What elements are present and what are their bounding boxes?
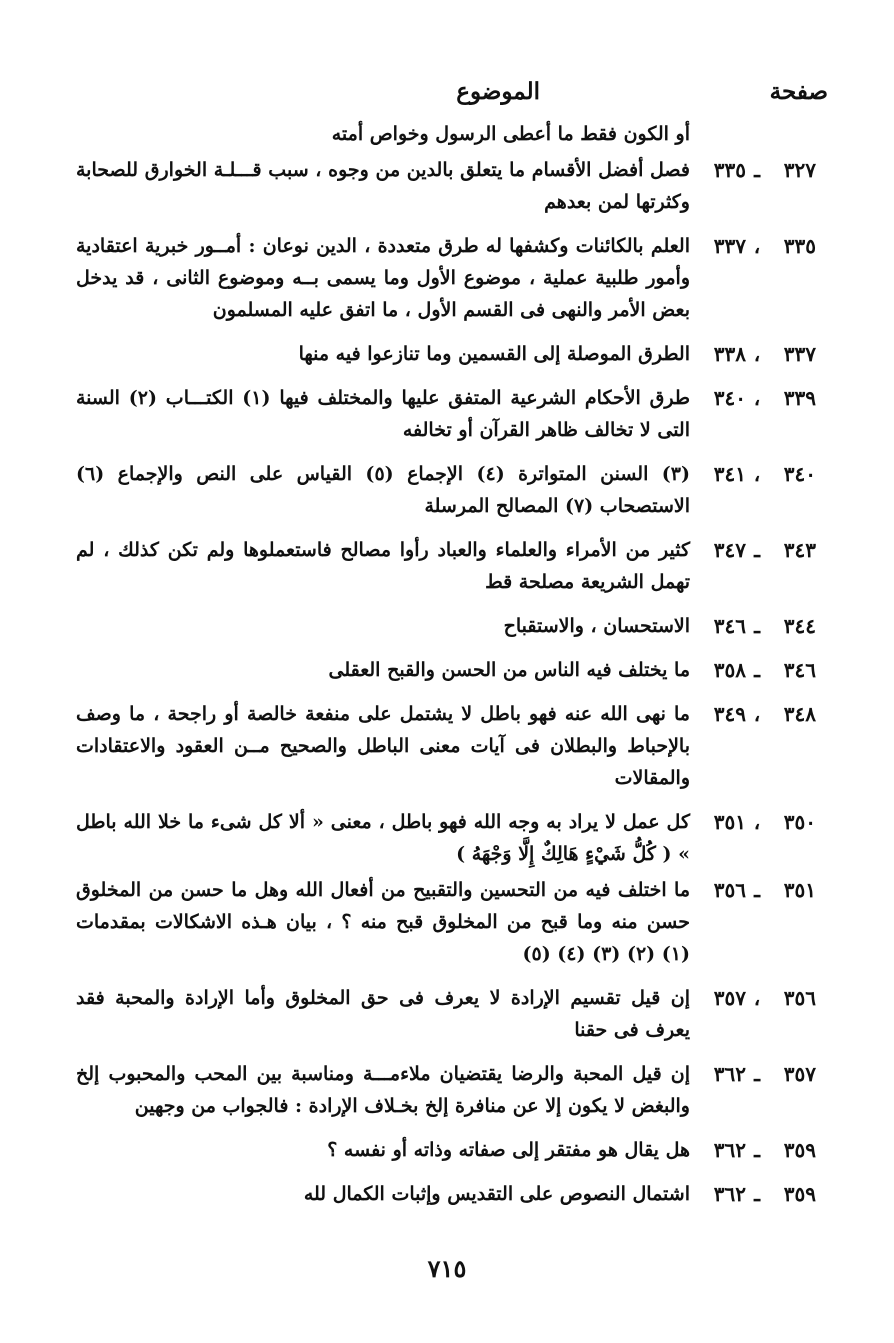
- entry-page-to: ٣٦٢: [713, 1062, 746, 1086]
- entry-page-to: ٣٤٠: [713, 386, 746, 410]
- index-entry: [76, 1178, 816, 1210]
- entry-topic: إن قيل تقسيم الإرادة لا يعرف فى حق المخلوق وأما الإرادة والمحبة فقد يعرف فى حقنا: [76, 987, 690, 1041]
- entry-page-separator: ،: [753, 386, 761, 410]
- entry-page-separator: ـ: [754, 1062, 760, 1086]
- entry-page-to: ٣٤١: [713, 462, 746, 486]
- entry-page-from: ٣٤٣: [783, 538, 816, 562]
- entry-page-to: ٣٤٩: [713, 702, 746, 726]
- entry-page-range: [690, 230, 816, 262]
- entry-page-separator: ،: [753, 462, 761, 486]
- entry-page-to: ٣٣٧: [713, 234, 746, 258]
- entry-page-separator: ـ: [754, 614, 760, 638]
- index-entries: [76, 118, 816, 1222]
- entry-page-separator: ـ: [754, 158, 760, 182]
- entry-topic: العلم بالكائنات وكشفها له طرق متعددة ، الدين نوعان : أمــور خبرية اعتقادية وأمور طلبية عملية ، موضوع الأول وما يسمى بــه وموضوع الثانى ، قد يدخل بعض الأمر والنهى فى القسم الأول ، ما اتفق عليه المسلمون: [76, 235, 690, 321]
- entry-page-range: [690, 534, 816, 566]
- entry-topic: كل عمل لا يراد به وجه الله فهو باطل ، معنى « ألا كل شىء ما خلا الله باطل » ( كُلُّ شَيْءٍ هَالِكٌ إِلَّا وَجْهَهُ ): [76, 811, 690, 865]
- entry-page-to: ٣٦٢: [713, 1182, 746, 1206]
- page-column-heading: صفحة: [769, 78, 828, 105]
- entry-page-separator: ـ: [754, 658, 760, 682]
- entry-topic: فصل أفضل الأقسام ما يتعلق بالدين من وجوه ، سبب قـــلـة الخوارق للصحابة وكثرتها لمن بعدهم: [76, 159, 690, 213]
- entry-page-to: ٣٣٥: [713, 158, 746, 182]
- entry-page-to: ٣٥٦: [713, 878, 746, 902]
- entry-page-separator: ـ: [754, 538, 760, 562]
- continuation-entry: [76, 118, 816, 150]
- index-entry: [76, 534, 816, 598]
- entry-topic: اشتمال النصوص على التقديس وإثبات الكمال لله: [303, 1183, 690, 1205]
- index-entry: [76, 230, 816, 326]
- index-entry: [76, 654, 816, 686]
- entry-page-from: ٣٢٧: [783, 158, 816, 182]
- entry-page-range: [690, 654, 816, 686]
- entry-page-range: [690, 806, 816, 838]
- entry-page-to: ٣٣٨: [713, 342, 746, 366]
- entry-page-to: ٣٥٨: [713, 658, 746, 682]
- entry-topic: إن قيل المحبة والرضا يقتضيان ملاءمـــة ومناسبة بين المحب والمحبوب إلخ والبغض لا يكون إلا عن منافرة إلخ بخـلاف الإرادة : فالجواب من وجهين: [76, 1063, 690, 1117]
- entry-page-range: [690, 382, 816, 414]
- index-entry: [76, 874, 816, 970]
- entry-page-separator: ،: [753, 810, 761, 834]
- index-entry: [76, 806, 816, 870]
- entry-page-from: ٣٣٥: [783, 234, 816, 258]
- entry-page-separator: ـ: [754, 1182, 760, 1206]
- entry-topic: أو الكون فقط ما أعطى الرسول وخواص أمته: [331, 123, 690, 145]
- entry-page-separator: ـ: [754, 1138, 760, 1162]
- entry-page-range: [690, 698, 816, 730]
- entry-page-separator: ،: [753, 702, 761, 726]
- index-entry: [76, 698, 816, 794]
- entry-topic: كثير من الأمراء والعلماء والعباد رأوا مصالح فاستعملوها ولم تكن كذلك ، لم تهمل الشريعة مصلحة قط: [76, 539, 690, 593]
- column-header: [76, 78, 828, 114]
- entry-page-range: [690, 874, 816, 906]
- entry-page-from: ٣٣٧: [783, 342, 816, 366]
- entry-page-range: [690, 458, 816, 490]
- entry-page-range: [690, 1178, 816, 1210]
- entry-page-from: ٣٥٠: [783, 810, 816, 834]
- entry-page-separator: ـ: [754, 878, 760, 902]
- entry-page-from: ٣٥٦: [783, 986, 816, 1010]
- index-entry: [76, 1058, 816, 1122]
- entry-page-from: ٣٥١: [783, 878, 816, 902]
- entry-page-separator: ،: [753, 342, 761, 366]
- entry-page-to: ٣٦٢: [713, 1138, 746, 1162]
- index-entry: [76, 1134, 816, 1166]
- index-entry: [76, 610, 816, 642]
- entry-topic: (٣) السنن المتواترة (٤) الإجماع (٥) القياس على النص والإجماع (٦) الاستصحاب (٧) المصالح المرسلة: [76, 463, 690, 517]
- entry-page-separator: ،: [753, 234, 761, 258]
- entry-topic: ما يختلف فيه الناس من الحسن والقبح العقلى: [328, 659, 690, 681]
- entry-page-from: ٣٤٦: [783, 658, 816, 682]
- entry-page-range: [690, 154, 816, 186]
- entry-page-separator: ،: [753, 986, 761, 1010]
- entry-page-range: [690, 338, 816, 370]
- entry-page-to: ٣٤٧: [713, 538, 746, 562]
- index-entry: [76, 982, 816, 1046]
- entry-page-range: [690, 982, 816, 1014]
- entry-page-from: ٣٤٠: [783, 462, 816, 486]
- entry-page-to: ٣٥٧: [713, 986, 746, 1010]
- entry-page-from: ٣٤٨: [783, 702, 816, 726]
- entry-page-from: ٣٤٤: [783, 614, 816, 638]
- index-entry: [76, 382, 816, 446]
- entry-topic: ما اختلف فيه من التحسين والتقبيح من أفعال الله وهل ما حسن من المخلوق حسن منه وما قبح من المخلوق قبح منه ؟ ، بيان هـذه الاشكالات بمقدمات (١) (٢) (٣) (٤) (٥): [76, 879, 690, 965]
- index-entry: [76, 458, 816, 522]
- entry-page-range: [690, 610, 816, 642]
- entry-topic: ما نهى الله عنه فهو باطل لا يشتمل على منفعة خالصة أو راجحة ، ما وصف بالإحباط والبطلان فى آيات معنى الباطل والصحيح مــن العقود والاعتقادات والمقالات: [76, 703, 690, 789]
- entry-page-range: [690, 1058, 816, 1090]
- entry-page-from: ٣٣٩: [783, 386, 816, 410]
- entry-page-range: [690, 1134, 816, 1166]
- entry-topic: طرق الأحكام الشرعية المتفق عليها والمختلف فيها (١) الكتـــاب (٢) السنة التى لا تخالف ظاهر القرآن أو تخالفه: [76, 387, 691, 441]
- topic-column-heading: الموضوع: [456, 78, 540, 105]
- entry-topic: الاستحسان ، والاستقباح: [503, 615, 690, 637]
- entry-topic: هل يقال هو مفتقر إلى صفاته وذاته أو نفسه ؟: [327, 1139, 690, 1161]
- entry-page-from: ٣٥٩: [783, 1182, 816, 1206]
- entry-page-from: ٣٥٩: [783, 1138, 816, 1162]
- index-entry: [76, 338, 816, 370]
- index-entry: [76, 154, 816, 218]
- entry-page-from: ٣٥٧: [783, 1062, 816, 1086]
- entry-topic: الطرق الموصلة إلى القسمين وما تنازعوا فيه منها: [298, 343, 690, 365]
- page-number: ٧١٥: [427, 1254, 467, 1283]
- entry-page-to: ٣٥١: [713, 810, 746, 834]
- entry-page-to: ٣٤٦: [713, 614, 746, 638]
